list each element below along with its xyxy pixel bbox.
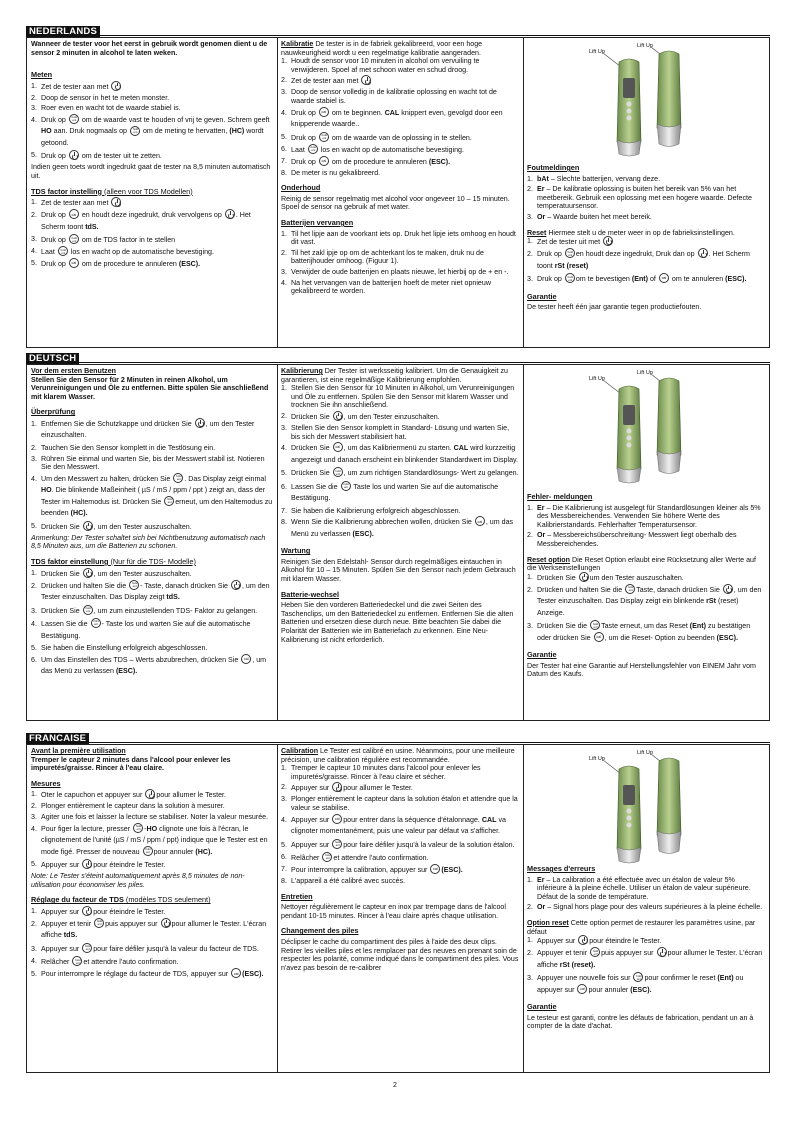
list-item: Druk op om de tester uit te zetten. [41,152,162,161]
language-tag: NEDERLANDS [26,26,100,37]
heading-foutmeldingen: Foutmeldingen [527,163,580,172]
list-item: Drücken Sie hold ent , um zum einzustellenden TDS- Faktor zu gelangen. [31,606,273,618]
intro-text: Stellen Sie den Sensor für 2 Minuten in reinen Alkohol, um Verunreinigungen und Öle zu entfernen. Bitte spülen Sie anschließend mit klarem Wasser. [31,375,269,401]
hold-icon [319,132,329,142]
list-item: Appuyer sur pour éteindre le Tester. [537,937,662,946]
list-item: Um den Messwert zu halten, drücken Sie hold ent . Das Display zeigt einmal HO. Die blinkende Maßeinheit ( µS / mS / ppm / ppt ) zeigt an, dass der Tester im Haltemodus ist. Drücken Sie hold ent erneut, um den Haltemodus zu beenden (HC). [31,474,273,520]
list-item: Druk op hold ent om de waarde van de oplossing in te stellen. [281,133,519,143]
hold-icon [565,273,575,283]
power-icon [195,418,205,428]
cal-icon [332,814,342,824]
heading-entretien: Entretien [281,891,313,901]
heading-erste-benutzung: Vor dem ersten Benutzen [31,367,117,375]
hold-icon [72,956,82,966]
list-item: Druk op cal om de procedure te annuleren (ESC). [31,259,273,269]
section-francaise [26,733,770,1073]
power-icon [225,209,235,219]
list-item: Appuyer sur pour éteindre le Tester. [41,860,166,869]
hold-icon [341,481,351,491]
list-item: Laat hold ent los en wacht op de automatische bevestiging. [281,145,519,155]
section-frame [26,37,770,348]
list-item: Pour figer la lecture, presser hold ent -HO clignote une fois à l'écran, le clignotement de l'unité (µS / mS / ppm / ppt) indique que le Tester est en mode figé. Presser de nouveau hold ent pour annuler (HC). [31,824,273,859]
hold-icon [58,246,68,256]
heading-mesures: Mesures [31,778,61,788]
power-icon [161,918,171,928]
calibration-steps [281,764,519,885]
power-icon [603,236,613,246]
hold-icon [333,467,343,477]
language-tag: DEUTSCH [26,353,79,364]
power-icon [333,411,343,421]
heading-tds: Réglage du facteur de TDS (modèles TDS seulement) [31,895,211,905]
hold-icon [69,114,79,124]
reset-intro: Reset option Die Reset Option erlaubt eine Rücksetzung aller Werte auf die Werkseinstellungen [527,555,756,573]
list-item: Er – La calibration a été effectuée avec un étalon de valeur 5% inférieure à la pleine échelle. Utiliser un étalon de valeur supérieure. Défaut de la sonde de température. [537,875,751,901]
list-item: Plonger entièrement le capteur dans la solution étalon et attendre que la valeur se stabilise. [291,795,518,812]
power-icon [231,580,241,590]
garantie-text: De tester heeft één jaar garantie tegen productiefouten. [527,303,702,312]
power-icon [332,782,342,792]
list-item: Entfernen Sie die Schutzkappe und drücken Sie , um den Tester einzuschalten. [41,419,255,440]
list-item: Drücken Sie um den Tester auszuschalten. [537,573,684,582]
tds-steps [31,907,273,981]
heading-uberprufung: Überprüfung [31,407,76,417]
garantie-text: Der Tester hat eine Garantie auf Herstellungsfehler von EINEM Jahr vom Datum des Kaufs. [527,661,756,679]
meten-steps [31,82,273,162]
cal-icon [430,864,440,874]
cal-icon [319,107,329,117]
heading-batteriewechsel: Batterie-wechsel [281,589,339,599]
lift-up-label: Lift Up [589,49,605,55]
list-item: Pour interrompre le réglage du facteur de TDS, appuyer sur cal (ESC). [31,969,273,981]
heading-wartung: Wartung [281,546,311,556]
column-3 [527,365,767,720]
language-tag: FRANCAISE [26,733,89,744]
calibration-intro: Calibration Le Tester est calibré en usine. Néanmoins, pour une meilleure précision, une calibration régulière est recommandée. [281,747,515,764]
list-item: Laat hold ent los en wacht op de automatische bevestiging. [31,247,273,257]
section-deutsch [26,353,770,721]
list-item: Er – Die Kalibrierung ist ausgelegt für Standardlösungen kleiner als 5% des Messbereichendes. Verwenden Sie höhere Werte des Kalibrierstandards. Fehlerhafter Temperatursensor. [537,503,761,529]
batterij-steps [281,230,519,296]
lift-up-label: Lift Up [637,750,653,756]
column-3-text [527,493,765,679]
list-item: Oter le capuchon et appuyer sur pour allumer le Tester. [41,791,226,800]
section-frame [26,744,770,1073]
section-nederlands [26,26,770,348]
lift-up-label: Lift Up [637,370,653,376]
hold-icon [332,839,342,849]
list-item: Roer even en wacht tot de waarde stabiel is. [41,104,181,113]
hold-icon [82,943,92,953]
reset-steps [527,573,765,645]
lift-up-label: Lift Up [637,43,653,49]
column-3-text [527,164,765,312]
cal-icon [594,632,604,642]
reset-intro: Reset Hiermee stelt u de meter weer in op de fabrieksinstellingen. [527,228,735,237]
list-item: Rühren Sie einmal und warten Sie, bis der Messwert stabil ist. Notieren Sie den Messwert. [41,454,265,472]
list-item: Um das Einstellen des TDS – Werts abzubrechen, drücken Sie cal , um das Menü zu verlassen (ESC). [31,655,273,678]
list-item: Appuyer et tenir hold ent puis appuyer sur pour allumer le Tester. L'écran affiche tdS. [31,919,273,942]
cal-icon [241,654,251,664]
tester-illustration [585,747,705,867]
heading-fehlermeldungen: Fehler- meldungen [527,492,593,501]
list-item: Lassen Sie die hold ent - Taste los und warten Sie auf die automatische Bestätigung. [31,619,273,642]
power-icon [723,584,733,594]
power-icon [83,568,93,578]
heading-messages-erreurs: Messages d'erreurs [527,864,596,873]
power-icon [83,521,93,531]
cal-icon [577,984,587,994]
list-item: Relâcher hold ent et attendre l'auto confirmation. [31,957,273,967]
column-3 [527,745,767,1072]
lift-up-label: Lift Up [589,376,605,382]
list-item: Druk op hold ent om de waarde vast te houden of vrij te geven. Schrem geeft HO aan. Druk nogmaals op hold ent om de meting te hervatten, (HC) wordt getoond. [31,115,273,150]
list-item: Na het vervangen van de batterijen hoeft de meter niet opnieuw gekalibreerd te worden. [291,278,491,296]
column-divider [277,38,278,347]
list-item: Agiter une fois et laisser la lecture se stabiliser. Noter la valeur mesurée. [41,812,269,821]
list-item: Til het lipje aan de voorkant iets op. Druk het lipje iets omhoog en houdt dit vast. [291,229,516,247]
intro-text: Wanneer de tester voor het eerst in gebruik wordt genomen dient u de sensor 2 minuten in alcohol te laten weken. [31,40,268,57]
reset-steps [527,237,765,286]
list-item: Appuyer sur hold ent pour faire défiler jusqu'à la valeur du facteur de TDS. [31,944,273,956]
language-bar [26,353,770,363]
list-item: Verwijder de oude batterijen en plaats nieuwe, let hierbij op de + en -. [291,267,509,276]
power-icon [578,935,588,945]
meten-note: Indien geen toets wordt ingedrukt gaat de tester na 8,5 minuten automatisch uit. [31,163,271,181]
list-item: De meter is nu gekalibreerd. [291,168,381,177]
list-item: Appuyer sur cal pour entrer dans la séquence d'étalonnage. CAL va clignoter momentanément, puis une valeur par défaut va s'afficher. [281,815,519,838]
kalibrierung-steps [281,384,519,540]
kalibratie-steps [281,57,519,177]
cal-icon [69,209,79,219]
column-2 [281,747,519,1072]
list-item: Appuyer sur pour allumer le Tester. [291,784,413,793]
hold-icon [625,584,635,594]
list-item: Stellen Sie den Sensor für 10 Minuten in Alkohol, um Verunreinigungen und Öle zu entfernen. Spülen Sie den Sensor mit klarem Wasser und trocknen Sie ihn anschließend. [291,384,515,410]
list-item: Plonger entièrement le capteur dans la solution à mesurer. [41,802,225,811]
hold-icon [590,620,600,630]
list-item: Drücken Sie , um den Tester einzuschalten. [291,412,440,421]
heading-onderhoud: Onderhoud [281,183,321,193]
cal-icon [69,258,79,268]
list-item: Or – Signal hors plage pour des valeurs supérieures à la pleine échelle. [537,903,763,912]
lift-up-label: Lift Up [589,756,605,762]
list-item: Relâcher hold ent et attendre l'auto confirmation. [281,853,519,863]
mesures-steps [31,790,273,870]
list-item: Appuyer et tenir hold ent puis appuyer sur pour allumer le Tester. L'écran affiche rSt (reset). [527,948,765,971]
language-bar [26,733,770,743]
hold-icon [308,144,318,154]
list-item: Appuyer sur pour éteindre le Tester. [41,907,166,916]
power-icon [82,859,92,869]
list-item: Doop de sensor volledig in de kalibratie oplossing en wacht tot de waarde stabiel is. [291,88,497,105]
column-divider [277,745,278,1072]
batterie-text: Heben Sie den vorderen Batteriedeckel und die zwei Seiten des Taschenclips, um den Batteriedeckel zu entfernen. Entfernen Sie die alten Batterien und ersetzen diese durch neue. Bitte beachten Sie dabei die Polarität der Batterien wie im Batteriefach zu erkennen. Eine Neu- Kalibrierung ist nicht erforderlich. [281,601,514,644]
onderhoud-text: Reinig de sensor regelmatig met alcohol voor ongeveer 10 – 15 minuten. Spoel de sensor na gebruik af met water. [281,194,510,212]
heading-garantie: Garantie [527,1002,557,1012]
column-2 [281,40,519,347]
hold-icon [590,947,600,957]
column-divider [277,365,278,720]
power-icon [82,906,92,916]
column-3 [527,38,767,347]
heading-changement-piles: Changement des piles [281,926,359,936]
list-item: Appuyer sur hold ent pour faire défiler jusqu'à la valeur de la solution étalon. [281,840,519,852]
hold-icon [173,473,183,483]
tester-figure [585,747,705,867]
list-item: Er – De kalibratie oplossing is buiten het bereik van 5% van het meetbereik. Gebruik een oplossing met een hogere waarde. Defecte temperatuursensor. [537,185,752,211]
cal-icon [319,156,329,166]
list-item: Zet de tester aan met [281,76,519,86]
list-item: Appuyer une nouvelle fois sur hold ent pour confirmer le reset (Ent) ou appuyer sur cal pour annuler (ESC). [527,973,765,996]
hold-icon [130,126,140,136]
hold-icon [91,618,101,628]
hold-icon [83,605,93,615]
hold-icon [94,918,104,928]
wartung-text: Reinigen Sie den Edelstahl- Sensor durch regelmäßiges eintauchen in Alkohol für 10 – 15 Minuten. Spülen Sie den Sensor nach jedem Gebrauch mit klarem Wasser. [281,557,516,584]
list-item: Zet de tester aan met [31,198,273,208]
column-divider [523,365,524,720]
heading-meten: Meten [31,70,53,80]
uber-note: Anmerkung: Der Tester schaltet sich bei Nichtbenutzung automatisch nach 8,5 Minuten aus, um die Batterien zu schonen. [31,533,266,551]
cal-icon [659,273,669,283]
hold-icon [565,248,575,258]
list-item: Drücken Sie hold ent , um zum richtigen Standardlösungs- Wert zu gelangen. [281,468,519,480]
list-item: Drücken Sie , um den Tester auszuschalten. [41,569,192,578]
list-item: Houdt de sensor voor 10 minuten in alcohol om vervuiling te verwijderen. Spoel af met schoon water en schud droog. [291,57,480,74]
column-2 [281,367,519,720]
list-item: bAt – Slechte batterijen, vervang deze. [537,174,661,183]
list-item: Druk op hold ent om de TDS factor in te stellen [31,235,273,245]
hold-icon [133,823,143,833]
intro-text: Tremper le capteur 2 minutes dans l'alcool pour enlever les impuretés/graisse. Rincer à l'eau claire. [31,755,231,773]
column-3-text [527,865,765,1031]
heading-tds: TDS factor instelling (alleen voor TDS Modellen) [31,186,193,196]
column-1 [31,367,273,720]
list-item: Druk op cal en houdt deze ingedrukt, druk vervolgens op . Het Scherm toont tdS. [31,210,273,233]
hold-icon [143,846,153,856]
list-item: Druk op cal om de procedure te annuleren (ESC). [281,157,519,167]
list-item: Lassen Sie die hold ent Taste los und warten Sie auf die automatische Bestätigung. [281,482,519,505]
language-bar [26,26,770,36]
list-item: Sie haben die Einstellung erfolgreich abgeschlossen. [41,644,208,653]
uber-steps [31,419,273,532]
fout-steps [527,175,765,222]
list-item: Til het zakl ipje op om de achterkant los te maken, druk nu de batterijhouder omhoog. (Figuur 1). [291,248,484,266]
heading-garantie: Garantie [527,650,557,660]
heading-tds: TDS faktor einstellung (Nur für die TDS- Modelle) [31,556,196,566]
heading-batterijen: Batterijen vervangen [281,217,354,227]
piles-text: Déclipser le cache du compartiment des piles à l'aide des deux clips. Retirer les vieilles piles et les remplacer par des neuves en prenant soin de respecter les polarité, comme indiqué dans le compartiment des piles. Vous n'avez pas besoin de re-calibrer [281,938,519,972]
list-item: Drücken Sie cal , um das Kalibriermenü zu starten. CAL wird kurzzeitig angezeigt und danach erscheint ein blinkender Standardwert im Display. [281,443,519,466]
cal-icon [231,968,241,978]
tds-steps [31,198,273,269]
power-icon [145,789,155,799]
cal-icon [333,442,343,452]
erreurs-steps [527,876,765,912]
list-item: Druk op hold ent en houdt deze ingedrukt, Druk dan op . Het Scherm toont rSt (reset) [527,249,765,272]
column-1 [31,40,273,347]
hold-icon [129,580,139,590]
tester-illustration [585,367,705,487]
mesures-note: Note: Le Tester s'éteint automatiquement après 8,5 minutes de non-utilisation pour économiser les piles. [31,872,245,889]
power-icon [657,947,667,957]
list-item: Or – Waarde buiten het meet bereik. [537,212,652,221]
list-item: Pour interrompre la calibration, appuyer sur cal (ESC). [281,865,519,875]
kalibrierung-intro: Kalibrierung Der Tester ist werksseitig kalibriert. Um die Genauigkeit zu garantieren, ist eine regelmäßige Kalibrierung empfohlen. [281,367,508,384]
list-item: Tremper le capteur 10 minutes dans l'alcool pour enlever les impuretés/graisse. Rincer à l'eau claire et sécher. [291,764,481,781]
list-item: Wenn Sie die Kalibrierung abbrechen wollen, drücken Sie cal , um das Menü zu verlassen (ESC). [281,517,519,540]
list-item: Druk op cal om te beginnen. CAL knippert even, gevolgd door een knipperende waarde.. [281,108,519,131]
hold-icon [164,496,174,506]
hold-icon [69,234,79,244]
list-item: Sie haben die Kalibrierung erfolgreich abgeschlossen. [291,506,461,515]
list-item: Drücken Sie , um den Tester auszuschalten. [41,522,192,531]
power-icon [698,248,708,258]
kalibratie-intro: Kalibratie De tester is in de fabriek gekalibreerd, voor een hoge nauwkeurigheid wordt u een regelmatige kalibratie aangeraden. [281,40,483,57]
hold-icon [633,972,643,982]
list-item: Tauchen Sie den Sensor komplett in die Testlösung ein. [41,443,216,452]
list-item: Zet de tester aan met [31,82,273,92]
power-icon [361,75,371,85]
list-item: Doop de sensor in het te meten monster. [41,93,170,102]
list-item: Drücken und halten Sie die hold ent - Taste, danach drücken Sie , um den Tester einzuschalten. Das Display zeigt tdS. [31,581,273,604]
tester-figure [585,367,705,487]
hold-icon [322,852,332,862]
garantie-text: Le testeur est garanti, contre les défauts de fabrication, pendant un an à compter de la date d'achat. [527,1013,754,1031]
reset-intro: Option reset Cette option permet de restaurer les paramètres usine, par défaut [527,918,756,936]
section-frame [26,364,770,721]
column-divider [523,38,524,347]
power-icon [111,81,121,91]
tester-figure [585,40,705,160]
power-icon [69,150,79,160]
column-1 [31,747,273,1072]
reset-steps [527,936,765,996]
list-item: Druk op hold ent om te bevestigen (Ent) of cal om te annuleren (ESC). [527,274,765,286]
heading-premiere-utilisation: Avant la première utilisation [31,747,126,755]
entretien-text: Nettoyer régulièrement le capteur en inox par trempage dans de l'alcool pendant 10-15 minutes. Rincer à l'eau claire après chaque utilisation. [281,903,506,920]
list-item: Drücken und halten Sie die hold ent Taste, danach drücken Sie , um den Tester einzuschalten. Das Display zeigt ein blinkende rSt (reset) Anzeige. [527,585,765,620]
fehler-steps [527,504,765,549]
list-item: Drücken Sie die hold ent Taste erneut, um das Reset (Ent) zu bestätigen oder drücken Sie cal , um die Reset- Option zu beenden (ESC). [527,621,765,644]
power-icon [579,572,589,582]
column-divider [523,745,524,1072]
heading-garantie: Garantie [527,291,557,301]
page-number: 2 [393,1082,397,1089]
list-item: Or – Messbereichsüberschreitung- Messwert liegt oberhalb des Messbereichendes. [537,531,737,548]
list-item: Stellen Sie den Sensor komplett in Standard- Lösung und warten Sie, bis sich der Messwert stabilisiert hat. [291,423,510,441]
power-icon [111,197,121,207]
list-item: L'appareil a été calibré avec succès. [291,877,406,886]
tds-steps [31,569,273,678]
cal-icon [475,516,485,526]
tester-illustration [585,40,705,160]
list-item: Zet de tester uit met [527,237,765,247]
